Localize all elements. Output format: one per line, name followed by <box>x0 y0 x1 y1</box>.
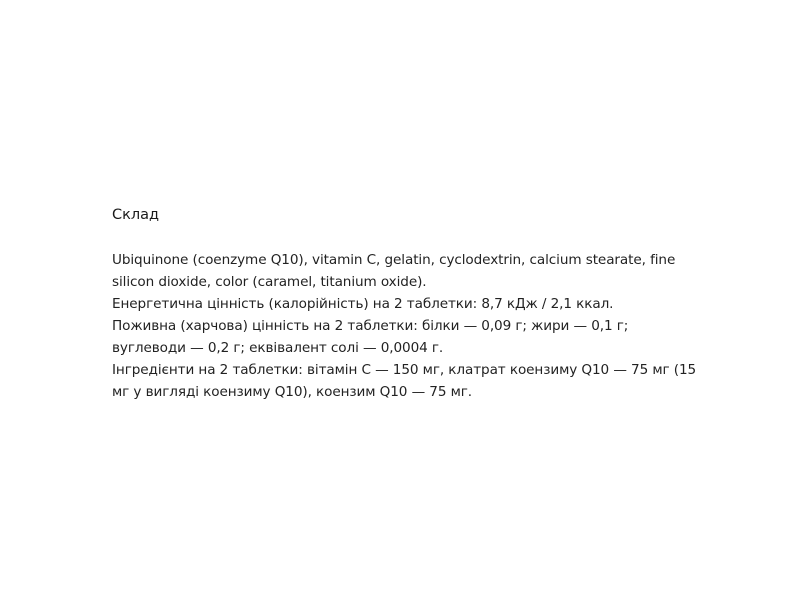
composition-section <box>112 205 702 403</box>
ingredients-line: Ubiquinone (coenzyme Q10), vitamin C, gelatin, cyclodextrin, calcium stearate, fine silicon dioxide, color (caramel, titanium oxide). <box>112 252 676 290</box>
nutrition-value-line: Поживна (харчова) цінність на 2 таблетки: білки — 0,09 г; жири — 0,1 г; вуглеводи — 0,2 г; еквівалент солі — 0,0004 г. <box>112 318 629 356</box>
composition-text <box>112 249 702 403</box>
section-title: Склад <box>112 207 160 223</box>
ingredients-per-dose-line: Інгредієнти на 2 таблетки: вітамін С — 150 мг, клатрат коензиму Q10 — 75 мг (15 мг у вигляді коензиму Q10), коензим Q10 — 75 мг. <box>112 362 697 400</box>
energy-value-line: Енергетична цінність (калорійність) на 2 таблетки: 8,7 кДж / 2,1 ккал. <box>112 296 614 312</box>
